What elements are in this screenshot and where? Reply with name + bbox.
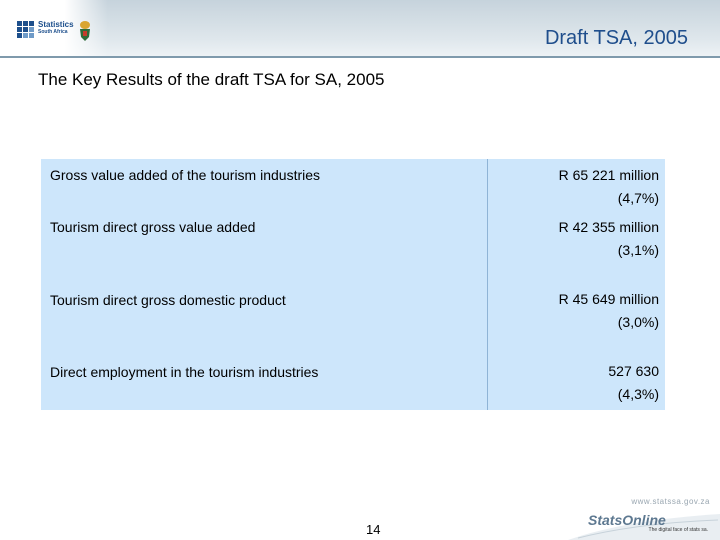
logo-squares-icon [17,21,35,39]
coat-of-arms-icon [76,20,94,42]
page-number: 14 [366,522,381,537]
result-share: (4,7%) [617,190,659,206]
result-value-tourism-direct-gdp [559,288,659,334]
footer-brand-logo: StatsOnline [588,512,666,528]
result-share: (3,1%) [617,242,659,258]
header-rule [0,56,720,58]
result-label-direct-employment: Direct employment in the tourism industries [50,364,319,380]
logo-name [38,21,78,35]
result-value-direct-employment [608,360,659,406]
logo-name-line1: Statistics [38,20,74,29]
header-title: Draft TSA, 2005 [544,27,688,49]
logo-name-line2: South Africa [38,29,68,35]
result-share: (3,0%) [617,314,659,330]
result-amount: 527 630 [608,363,659,379]
footer-tagline: The digital face of stats sa. [648,527,708,533]
result-label-tourism-direct-gva: Tourism direct gross value added [50,219,256,235]
stats-sa-logo [0,0,108,56]
result-amount: R 65 221 million [558,167,659,183]
result-value-gva-tourism-industries [559,164,659,210]
footer-url-link[interactable]: www.statssa.gov.za [631,497,710,506]
result-share: (4,3%) [617,386,659,402]
key-results-panel [41,159,665,410]
result-label-tourism-direct-gdp: Tourism direct gross domestic product [50,292,286,308]
result-value-tourism-direct-gva [559,216,659,262]
result-amount: R 45 649 million [558,291,659,307]
result-label-gva-tourism-industries: Gross value added of the tourism industries [50,167,321,183]
result-amount: R 42 355 million [558,219,659,235]
slide-title: The Key Results of the draft TSA for SA, 2005 [38,70,385,89]
panel-divider [487,159,488,410]
